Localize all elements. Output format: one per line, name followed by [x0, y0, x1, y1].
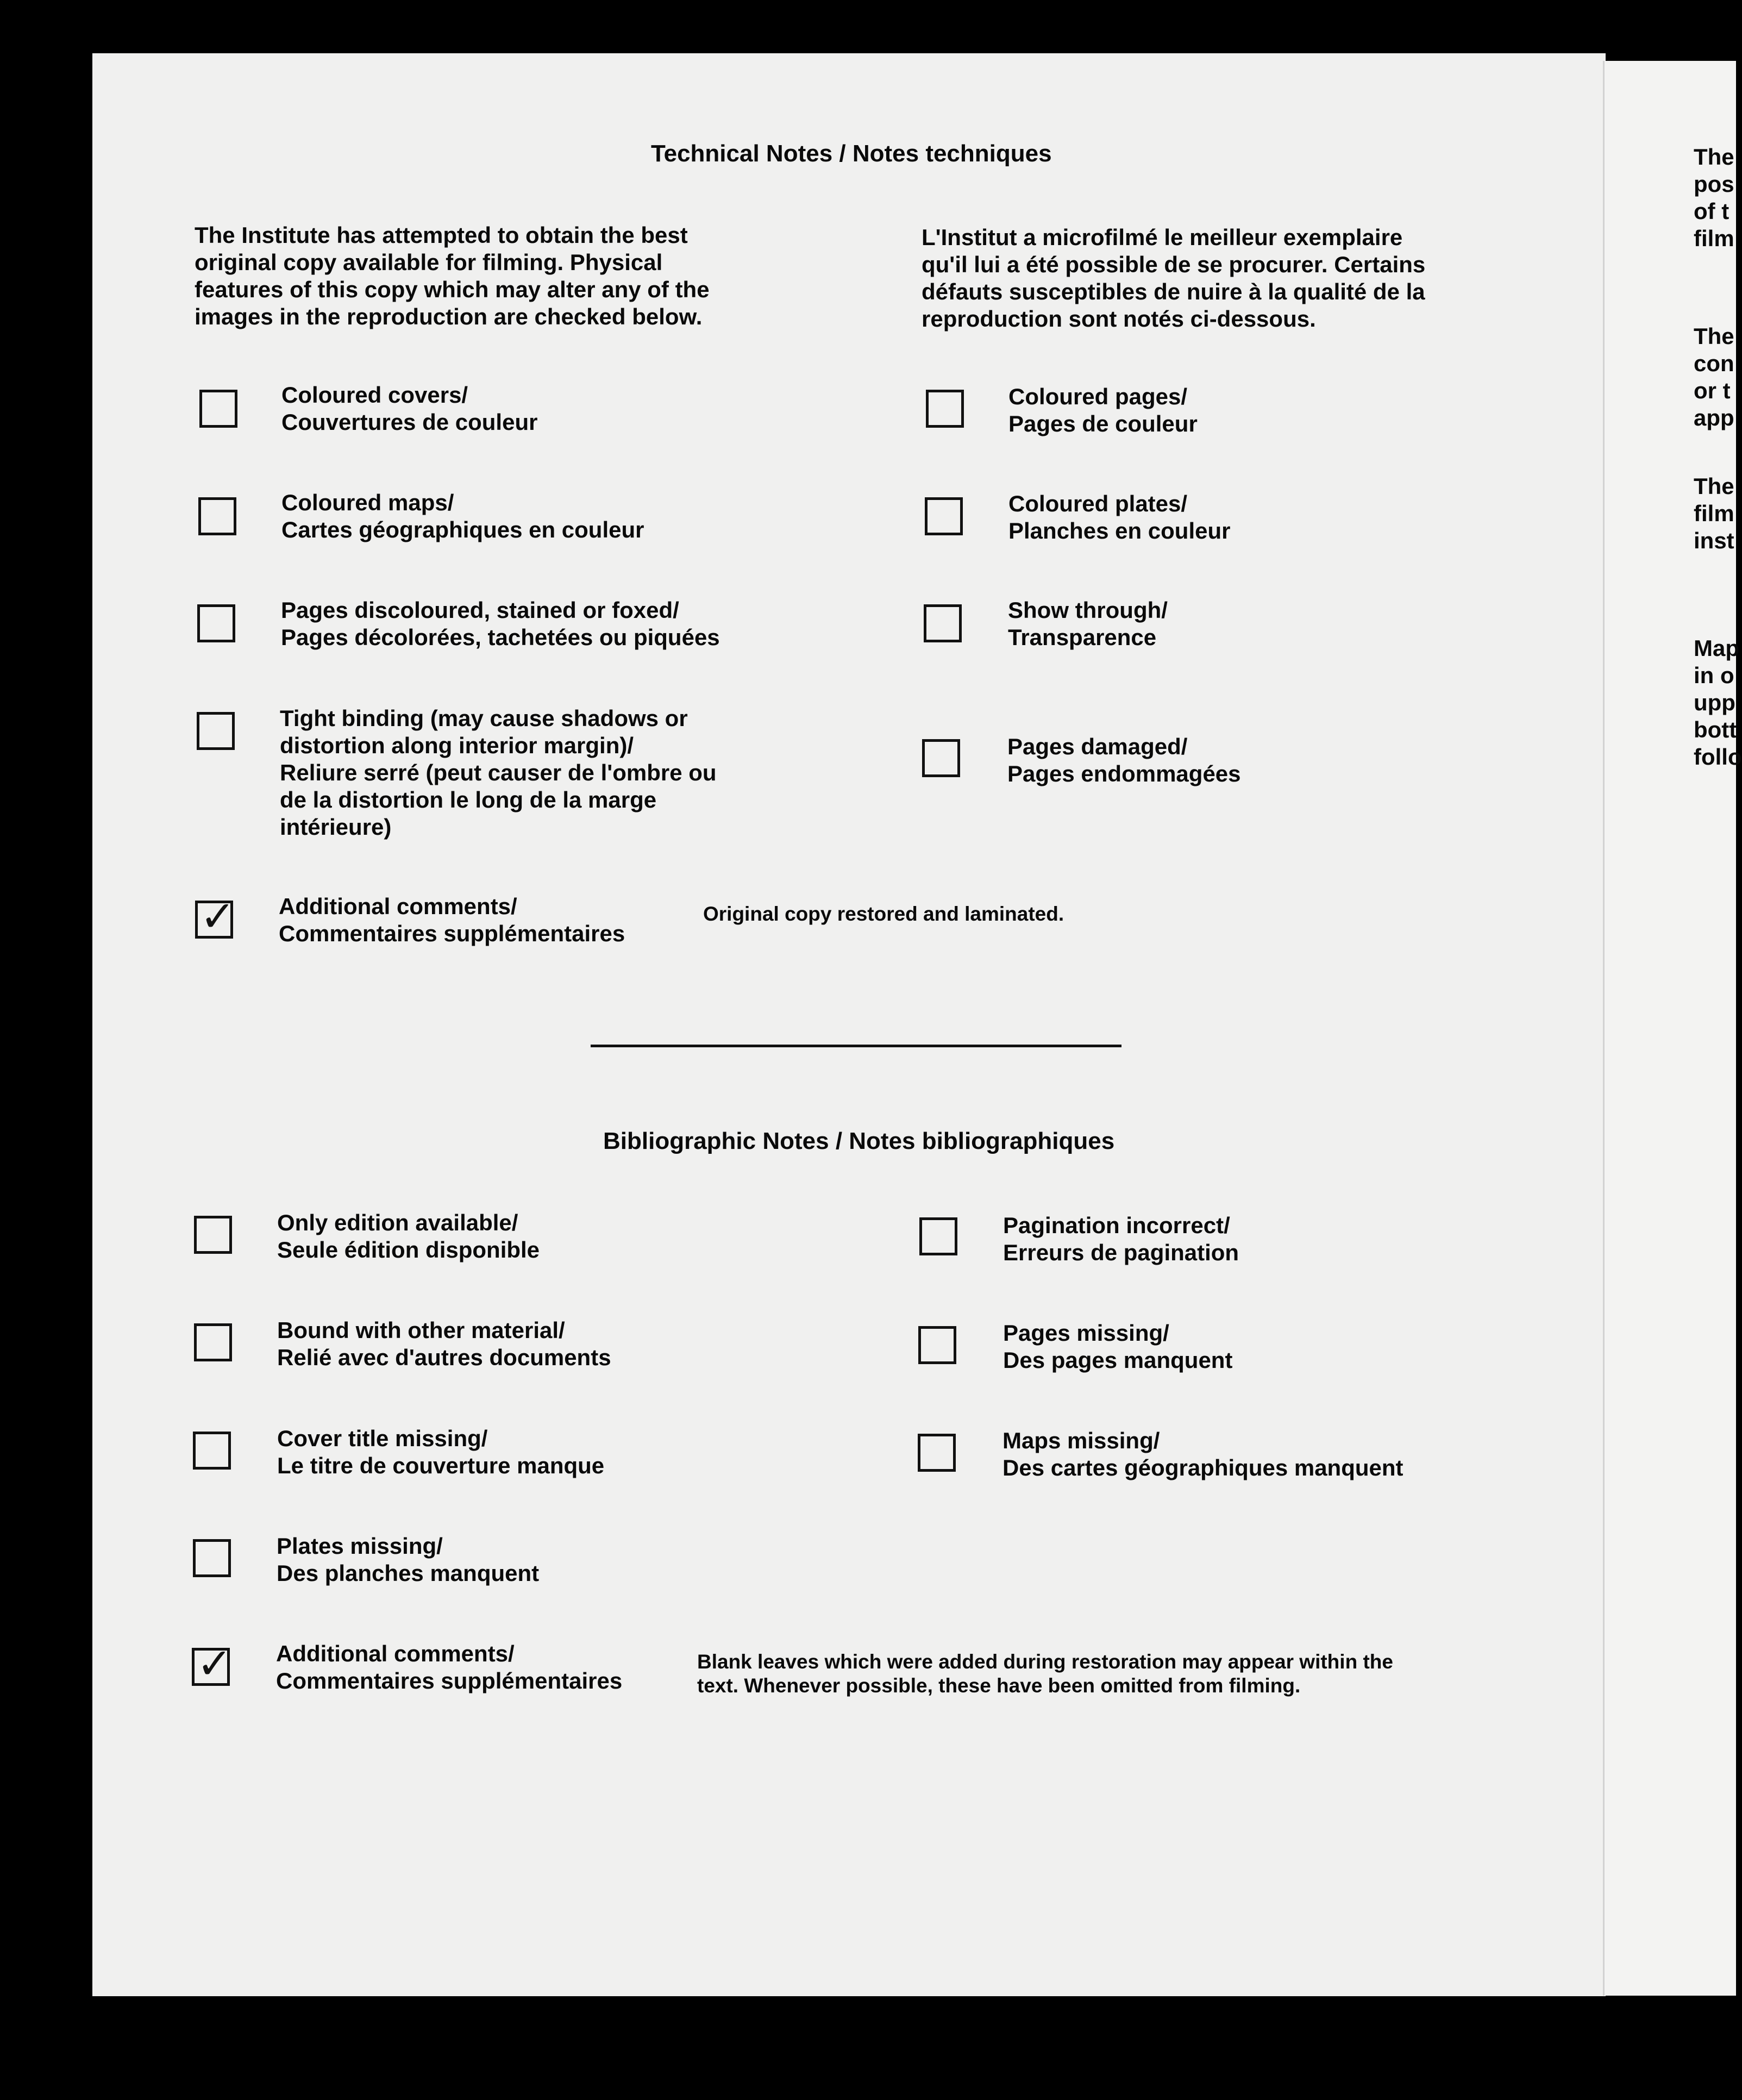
- technical-notes-title: Technical Notes / Notes techniques: [651, 140, 1052, 167]
- label-pages-discoloured: Pages discoloured, stained or foxed/ Pages décolorées, tachetées ou piquées: [281, 597, 720, 650]
- adjacent-page-fragment-4: Map in o upp bott follo: [1694, 635, 1742, 770]
- checkbox-plates-missing[interactable]: [193, 1539, 231, 1577]
- bibliographic-notes-title: Bibliographic Notes / Notes bibliographiques: [603, 1128, 1115, 1154]
- label-bibliographic-additional-comments: Additional comments/ Commentaires supplémentaires: [276, 1641, 623, 1693]
- checkbox-bibliographic-additional-comments[interactable]: [192, 1648, 230, 1686]
- checkbox-bound-with-other-material[interactable]: [194, 1323, 232, 1361]
- label-tight-binding: Tight binding (may cause shadows or distortion along interior margin)/ Reliure serré (peut causer de l'ombre ou de la distortion le long de la marge intérieure): [280, 705, 717, 840]
- checkbox-pages-missing[interactable]: [918, 1326, 956, 1364]
- label-show-through: Show through/ Transparence: [1008, 597, 1168, 650]
- adjacent-page-fragment-1: The pos of t film: [1694, 144, 1734, 251]
- technical-intro-english: The Institute has attempted to obtain the best original copy available for filming. Physical features of this copy which may alter any of the images in the reproduction are checked below.: [195, 222, 710, 329]
- label-plates-missing: Plates missing/ Des planches manquent: [277, 1533, 540, 1586]
- checkbox-cover-title-missing[interactable]: [193, 1432, 231, 1470]
- technical-intro-french: L'Institut a microfilmé le meilleur exemplaire qu'il lui a été possible de se procurer. Certains défauts susceptibles de nuire à la qualité de la reproduction sont notés ci-dessous.: [922, 224, 1426, 332]
- checkbox-coloured-maps[interactable]: [198, 497, 236, 535]
- label-coloured-pages: Coloured pages/ Pages de couleur: [1008, 384, 1198, 436]
- label-maps-missing: Maps missing/ Des cartes géographiques manquent: [1002, 1428, 1403, 1480]
- checkbox-maps-missing[interactable]: [918, 1434, 956, 1472]
- section-divider: [591, 1045, 1121, 1047]
- adjacent-page-fragment-3: The film inst: [1694, 473, 1734, 553]
- checkbox-pages-discoloured[interactable]: [197, 604, 235, 642]
- checkbox-pages-damaged[interactable]: [922, 739, 960, 777]
- checkbox-coloured-pages[interactable]: [926, 390, 964, 428]
- checkbox-show-through[interactable]: [924, 604, 962, 642]
- label-pages-damaged: Pages damaged/ Pages endommagées: [1007, 734, 1241, 786]
- label-pages-missing: Pages missing/ Des pages manquent: [1003, 1320, 1233, 1373]
- checkbox-tight-binding[interactable]: [197, 712, 235, 750]
- label-cover-title-missing: Cover title missing/ Le titre de couverture manque: [277, 1426, 605, 1478]
- adjacent-page-fragment-2: The con or t app: [1694, 323, 1734, 430]
- checkbox-coloured-covers[interactable]: [199, 390, 237, 428]
- document-page: [92, 53, 1606, 1996]
- technical-comment-text: Original copy restored and laminated.: [703, 903, 1064, 925]
- label-technical-additional-comments: Additional comments/ Commentaires supplémentaires: [279, 893, 625, 946]
- checkbox-technical-additional-comments[interactable]: [195, 901, 233, 939]
- bibliographic-comment-text: Blank leaves which were added during restoration may appear within the text. Whenever possible, these have been omitted from filming.: [697, 1651, 1393, 1697]
- label-coloured-plates: Coloured plates/ Planches en couleur: [1008, 491, 1231, 543]
- label-coloured-maps: Coloured maps/ Cartes géographiques en couleur: [281, 490, 644, 542]
- label-coloured-covers: Coloured covers/ Couvertures de couleur: [281, 382, 538, 435]
- checkbox-pagination-incorrect[interactable]: [919, 1217, 957, 1255]
- checkbox-only-edition[interactable]: [194, 1216, 232, 1254]
- label-pagination-incorrect: Pagination incorrect/ Erreurs de pagination: [1003, 1212, 1239, 1265]
- label-only-edition: Only edition available/ Seule édition disponible: [277, 1210, 540, 1262]
- checkbox-coloured-plates[interactable]: [925, 497, 963, 535]
- label-bound-with-other-material: Bound with other material/ Relié avec d'autres documents: [277, 1317, 611, 1370]
